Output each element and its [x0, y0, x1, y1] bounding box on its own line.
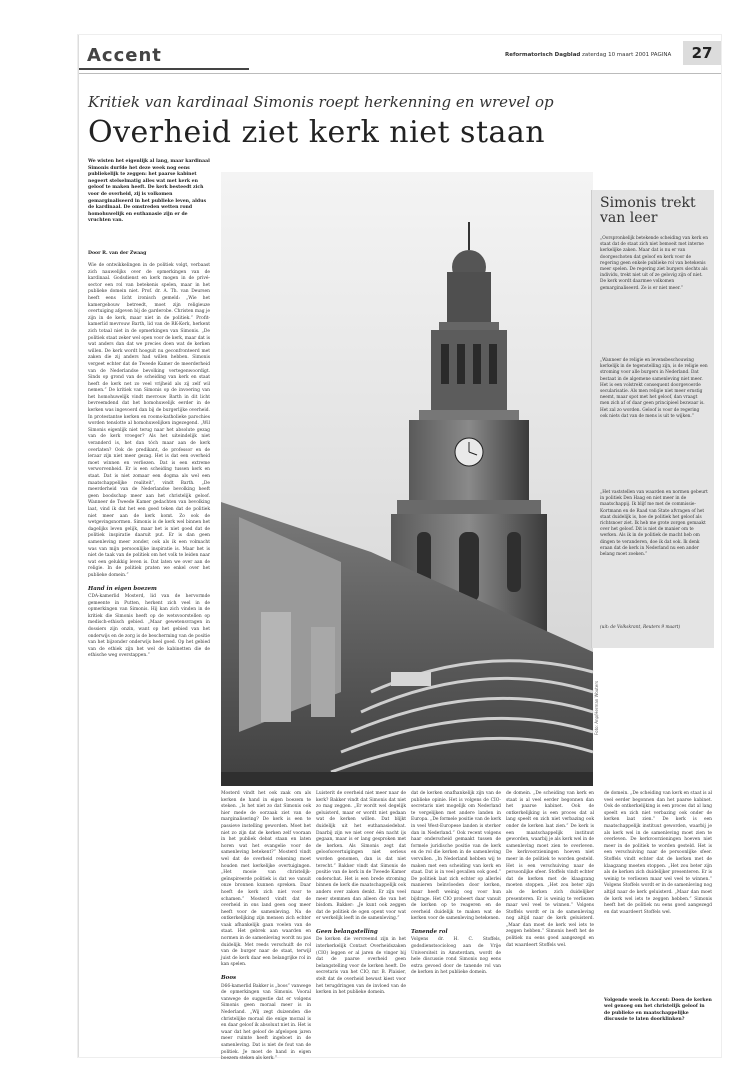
subheading: Tanende rol — [411, 928, 448, 935]
subheading: Geen belangstelling — [316, 928, 378, 935]
newspaper-page — [78, 35, 721, 1062]
article-intro: We wisten het eigenlijk al lang, maar kardinaal Simonis durfde het deze week nog eens publiekelijk te zeggen: het paarse kabinet negeert stelselmatig alles wat met kerk en geloof te maken heeft. De kerk besteedt zich voor de overheid, zij is volkomen gemarginaliseerd in het publieke leven, aldus de kardinaal. De omstreden wetten rond homohuwelijk en euthanasie zijn er de vruchten van. — [88, 159, 210, 224]
photo-credit: Foto: Anp/Herman Wouters — [594, 680, 599, 735]
column-text: Wie de ontwikkelingen in de politiek volgt, verbaast zich nauwelijks over de opmerkingen van de kardinaal. Godsdienst en kerk mogen in de privé-sector een rol van betekenis spelen, maar in het publieke domein niet. Prof. dr. A. Th. van Deursen heeft eens licht ironisch gemeld: „Wie het kamergebouw betreedt, moet zijn religieuze overtuiging afgeven bij de garderobe. Christen mag je zijn in de kerk, maar niet in de politiek.” Profit-kamerlid mevrouw Barth, lid van de RK-Kerk, herkent zich totaal niet in de opmerkingen van Simonis. „De politiek staat zeker wel open voor de kerk, maar dat is wat anders dan dat we precies doen wat de kerken willen. De kerk wordt hooguit nu geconfronteerd met zaken die zij anders had willen hebben. Simonis vergeet echter dat de Tweede Kamer de meerderheid van de Nederlandse bevolking vertegenwoordigt. Sinds op grond van de scheiding van kerk en staat heeft de kerk net zo veel vrijheid als zij zelf wil nemen.” De kritiek van Simonis op de invoering van het homohuwelijk vindt mevrouw Barth in dit licht bevreemdend dat het homohuwelijk eerder in de kerken was ingevoerd dan bij de burgerlijke overheid. In protestantse kerken en rooms-katholieke parochies worden tenslotte al homohuwelijken ingezegend. „Wil Simonis eigenlijk niet terug naar het absolute gezag van de kerk vroeger? Als het uiteindelijk niet veranderd is, het dan tóch maar aan de kerk overlaten? Ook de predikant, de professor en de leraar zijn niet meer gezag. Het is dat een overheid moet winnen en verliezen. Dat is een extreme verworvenheid. Er is een scheiding tussen kerk en staat. Dat is niet zomaar een dogma als wel een maatschappelijke realiteit”, vindt Barth. „De meerderheid van de Nederlandse bevolking heeft geen boodschap meer aan het christelijk geloof. Wanneer de Tweede Kamer gedachten van bevolking laat, vind ik dat het een goed teken dat de politiek niet meer aan de kerk komt. Zo ook de wetgevingsnormen. Simonis is de kerk wel binnen het dagelijks leven gelijk, maar het is niet goed dat de politiek inspiratie daaruit put. Er is dan geen samenleving meer zonder, ook als ik een volmacht was van mijn persoonlijke inspiratie is. Maar het is niet de taak van de politiek om het volk te leiden naar wat een gelukkig leven is. Dat laten we over aan de religie. In de politiek praten we enkel over het publieke domein.” — [88, 263, 210, 578]
sidebar-title: Simonis trekt van leer — [600, 195, 696, 226]
page-header — [79, 35, 721, 74]
sidebar-box — [591, 190, 714, 648]
photo-martini-tower-and-parliament — [221, 172, 593, 786]
page-number: 27 — [683, 41, 721, 65]
article-column-6 — [604, 791, 712, 991]
sidebar-quote-1: „Oorspronkelijk betekende scheiding van kerk en staat dat de staat zich niet bemoeit met interne kerkelijke zaken. Maar dat is nu er van doorgeschoten dat geloof en kerk voor de regering geen enkele publieke rol van betekenis meer spelen. De regering ziet burgers slechts als individu, trekt niet uit of ze gelovig zijn of niet. De kerk wordt daarmee volkomen gemarginaliseerd. Ze is er niet meer.” — [600, 236, 708, 291]
section-name: Accent — [87, 45, 162, 66]
subheading: Hand in eigen boezem — [88, 585, 157, 592]
column-text: de domein. „De scheiding van kerk en staat is al veel eerder begonnen dan het paarse kabinet. Ook de ontkerkelijking is een proces dat al lang speelt en zich niet verbazing ook onder de kerken laat zien.” De kerk is een maatschappelijk instituut geworden, waarbij je als kerk wel in de samenleving moet zien te overleven. De kerkvoorzieningen hoeven niet meer in de politiek te worden gesteld. Het is een verschuiving naar de persoonlijke sfeer. Stoffels vindt echter dat de kerken met de klaagzang moeten stoppen. „Het zou beter zijn als de kerken zich duidelijker presenteren. Er is weinig te verliezen maar wel veel te winnen.” Volgens Stoffels wordt er in de samenleving nog altijd naar de kerk geluisterd. „Maar dan moet de kerk wel iets te zeggen hebben.” Simonis heeft het de politiek nu eens goed aangezegd en dat waardeert Stoffels wel. — [604, 791, 712, 915]
article-column-3 — [316, 791, 406, 1049]
article-photo — [221, 172, 593, 786]
column-text: Volgens dr. H. C. Stoffels, godsdienstsocioloog aan de Vrije Universiteit in Amsterdam, wordt de hele discussie rond Simonis nog eens extra gevoed door de tanende rol van de kerken in het publieke domein. — [411, 937, 501, 976]
column-text: De kerken die vervreemd zijn in het interkerkelijk Contact Overheidszaken (CIO) leggen er al jaren de vinger bij dat de paarse overheid geen belangstelling voor de kerken heeft. De secretaris van het CIO, mr. B. Plaisier, stelt dat de overheid bewust kiest voor het terugdringen van de invloed van de kerken in het publieke domein. — [316, 937, 406, 996]
column-text: de domein. „De scheiding van kerk en staat is al veel eerder begonnen dan het paarse kabinet. Ook de ontkerkelijking is een proces dat al lang speelt en zich niet verbazing ook onder de kerken laat zien.” De kerk is een maatschappelijk instituut geworden, waarbij je als kerk wel in de samenleving moet zien te overleven. De kerkvoorzieningen hoeven niet meer in de politiek te worden gesteld. Het is een verschuiving naar de persoonlijke sfeer. Stoffels vindt echter dat de kerken met de klaagzang moeten stoppen. „Het zou beter zijn als de kerken zich duidelijker presenteren. Er is weinig te verliezen maar wel veel te winnen.” Volgens Stoffels wordt er in de samenleving nog altijd naar de kerk geluisterd. „Maar dan moet de kerk wel iets te zeggen hebben.” Simonis heeft het de politiek nu eens goed aangezegd en dat waardeert Stoffels wel. — [506, 791, 594, 948]
sidebar-quote-2: „Wanneer de religie en levensbeschouwing kerkelijk in de tegenstelling zijn, is de religie een stroming voor alle burgers in Nederland. Dat bestaat in de algemene samenleving niet meer. Het is een volstrekt consequent doorgevoerde secularisatie. Als men religie niet meer ernstig neemt, maar spot met het geloof, dan vraagt men zich af of daar geen principieel bezwaar is. Het zal zo worden. Geloof is voor de regering ook niets dat van de mens is uit te wijken.” — [600, 358, 708, 419]
section-underline — [79, 68, 249, 70]
column-text: Luisterit de overheid niet meer naar de kerk? Bakker vindt dat Simonis dat niet zo mag zeggen. „Er wordt wel degelijk geluisterd, maar er wordt niet gedaan wat de kerken willen. Dat blijkt duidelijk uit het euthanasiedebat. Daarbij zijn we niet over één nacht ijs gegaan, maar is er lang gesproken met de kerken. Als Simonis zegt dat geloofsovertuigingen niet serieus worden genomen, dan is dat niet terecht.” Bakker vindt dat Simonis de positie van de kerk in de Tweede Kamer onderschat. Het is een brede stroming binnen de kerk die maatschappelijk ook anders over zaken denkt. Er zijn veel meer stemmen dan alleen die van het bisdom. Bakker: „Je kunt ook zeggen dat de politiek de ogen opent voor wat er werkelijk leeft in de samenleving.” — [316, 791, 406, 922]
sidebar-source: (uit: de Volkskrant, Reuters 9 maart) — [600, 625, 681, 630]
article-headline: Overheid ziet kerk niet staan — [88, 115, 546, 150]
article-column-4 — [411, 791, 501, 1049]
column-text: CDA-kamerlid Mosterd, lid van de hervormde gemeente in Putten, herkent zich veel in de opmerkingen van Simonis. Hij kan zich vinden in de kritiek die Simonis heeft op de wetsvoorstellen op medisch-ethisch gebied. „Maar gewetensvragen in dossiers zijn onzin, want op het gebied van het onderwijs en de zorg is de bescherming van de positie van het bijzonder onderwijs heel goed. Op het gebied van de ethiek zijn het wel de kabinetten die de ethische weg overstappen.” — [88, 594, 210, 659]
column-text: D66-kamerlid Bakker is „boos” vanwege de opmerkingen van Simonis. Vooral vanwege de suggestie dat er volgens Simonis geen moraal meer is in Nederland. „Wij zegt duizenden die christelijke moraal die enige moraal is en daar geloof ik absoluut niet in. Het is waar dat het geloof de afgelopen jaren meer ruimte heeft ingeboet in de samenleving. Dat is niet de fout van de politiek. Je moet de hand in eigen boezem steken als kerk.” — [221, 983, 312, 1062]
column-text: dat de kerken onafhankelijk zijn van de publieke opinie. Het is volgens de CIO-secretaris niet mogelijk om Nederland te vergelijken met andere landen in Europa. „De formele positie van de kerk in veel West-Europese landen is sterker dan in Nederland.” Ook recent volgens haar onderscheid gemaakt tussen de formele juridische positie van de kerk en de rol die kerken in de samenleving vervullen. „In Nederland hebben wij te maken met een scheiding van kerk en staat. Dat is in veel gevallen ook goed.” De politiek laat zich echter op allerlei manieren beïnvloeden door kerken, maar heeft weinig oog voor hun bijdrage. Het CIO probeert daar vanuit de kerken op te reageren en de overheid duidelijk te maken wat de kerken voor de samenleving betekenen. — [411, 791, 501, 922]
subheading: Boos — [221, 975, 237, 982]
article-kicker: Kritiek van kardinaal Simonis roept herkenning en wrevel op — [88, 93, 554, 111]
article-column-2 — [221, 791, 312, 1062]
date-line: zaterdag 10 maart 2001 PAGINA — [582, 52, 672, 58]
column-text: Mosterd vindt het ook zaak om als kerken de hand in eigen boezem te steken. „Is het niet zo dat Simonis ook hier mede de oorzaak ziet van de marginalisering? De kerk is een te passieve instelling geworden. Moet het niet zo zijn dat de kerken zelf vooraan in het publiek debat staan en laten horen wat het evangelie voor de samenleving betekent?” Mosterd vindt wel dat de overheid rekening moet houden met kerkelijke overtuigingen. „Het mooie van christelijk-geïnspireerde politiek is dat we vanuit onze bronnen kunnen spreken. Daar hoeft de kerk zich niet voor te schamen.” Mosterd vindt dat de overheid in ons land geen oog meer heeft voor de samenleving. Na de ontkerkelijking zijn mensen zich echter vaak afhankelijk gaan voelen van de staat. Het gebrek aan waarden en normen in de samenleving wordt nu pas duidelijk. Met reeds verschuift de rol van de burger naar de staat, terwijl juist de kerk daar een belangrijke rol in kan spelen. — [221, 791, 311, 968]
article-byline: Door R. van der Zwaag — [88, 251, 147, 256]
article-column-1 — [88, 263, 210, 1043]
next-week-note: Volgende week in Accent: Doen de kerken wel genoeg om het christelijk geloof in de publieke en maatschappelijke discussie te laten doorklinken? — [604, 998, 712, 1022]
article-column-5 — [506, 791, 594, 1049]
sidebar-quote-3: „Het vaststellen van waarden en normen gebeurt in politiek Den Haag en niet meer in de maatschappij. Ik blijf me met de commissie-Kortmann en de Raad van State afvragen of het staat duidelijk is, hoe de politiek het geloof als richtsnoer ziet. Ik heb me grote zorgen gemaakt over het geloof. Dit is niet de manier om te werken. Als ik in de politiek de macht heb om dingen te veranderen, doe ik dat ook. Ik denk eraan dat de kerk in Nederland nu een ander belang moet zoeken.” — [600, 490, 708, 558]
newspaper-name: Reformatorisch Dagblad — [505, 52, 581, 58]
